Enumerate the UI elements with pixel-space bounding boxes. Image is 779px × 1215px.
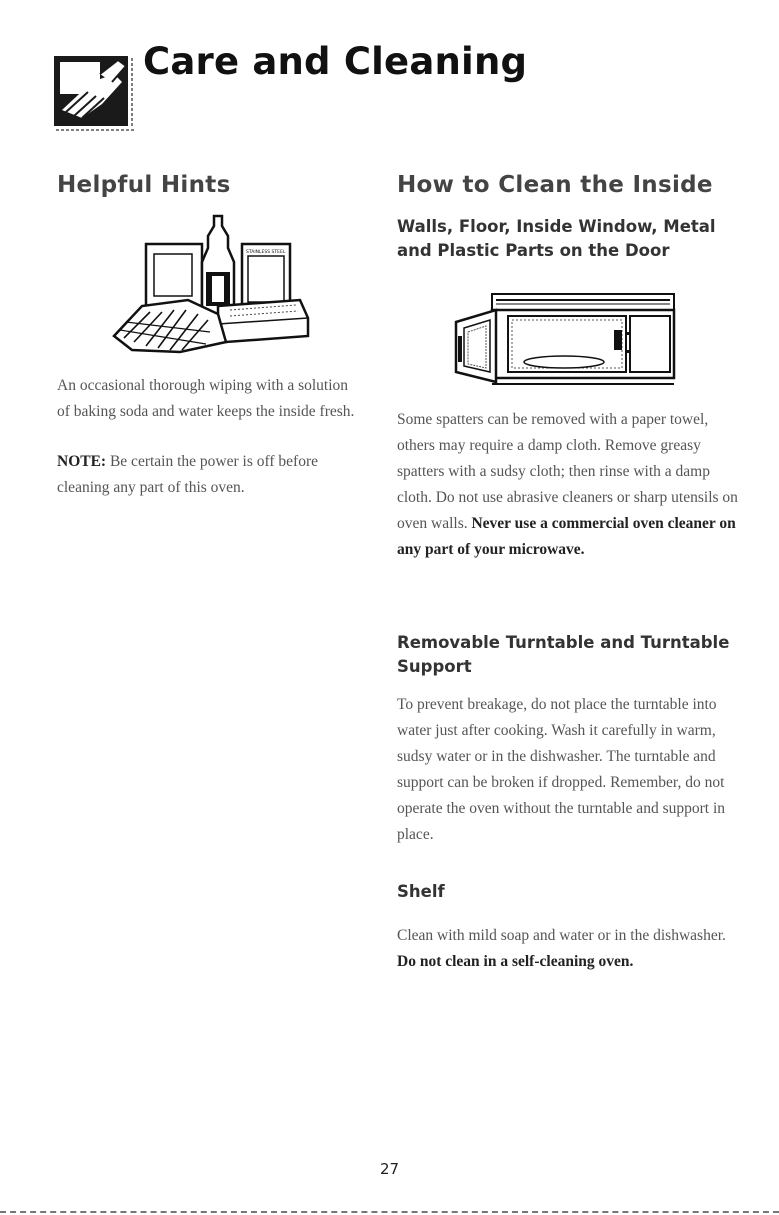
clean-inside-heading: How to Clean the Inside [397,172,713,198]
baking-soda-paragraph: An occasional thorough wiping with a solution of baking soda and water keeps the inside fresh. [57,377,355,420]
turntable-paragraph: To prevent breakage, do not place the turntable into water just after cooking. Wash it carefully in warm, sudsy water or in the dishwasher. The turntable and support can be broken if dropped. Remember, do not operate the oven without the turntable and support in place. [397,696,725,843]
microwave-open-door-illustration [452,292,678,388]
page-number: 27 [379,1160,400,1178]
shelf-subheading: Shelf [397,882,445,901]
walls-floor-subheading: Walls, Floor, Inside Window, Metal and Plastic Parts on the Door [397,217,716,260]
page-title: Care and Cleaning [143,40,528,83]
bottom-border [0,1211,779,1213]
hand-wiping-icon [52,52,136,132]
spatters-paragraph [397,407,747,563]
oven-cleaner-warning: Never use a commercial oven cleaner on any part of your microwave. [397,515,736,558]
cleaning-supplies-illustration [110,214,316,354]
note-text: Be certain the power is off before cleaning any part of this oven. [57,453,318,496]
power-off-note [57,449,357,501]
helpful-hints-heading: Helpful Hints [57,172,231,198]
turntable-subheading: Removable Turntable and Turntable Support [397,633,730,676]
self-cleaning-warning: Do not clean in a self-cleaning oven. [397,953,634,970]
spatters-text: Some spatters can be removed with a paper towel, others may require a damp cloth. Remove greasy spatters with a sudsy cloth; then rinse with a damp cloth. Do not use abrasive cleaners or sharp utensils on oven walls. [397,411,738,532]
shelf-text: Clean with mild soap and water or in the dishwasher. [397,927,726,944]
stainless-label: STAINLESS STEEL [246,250,286,255]
note-label: NOTE: [57,453,107,470]
shelf-paragraph [397,923,747,975]
